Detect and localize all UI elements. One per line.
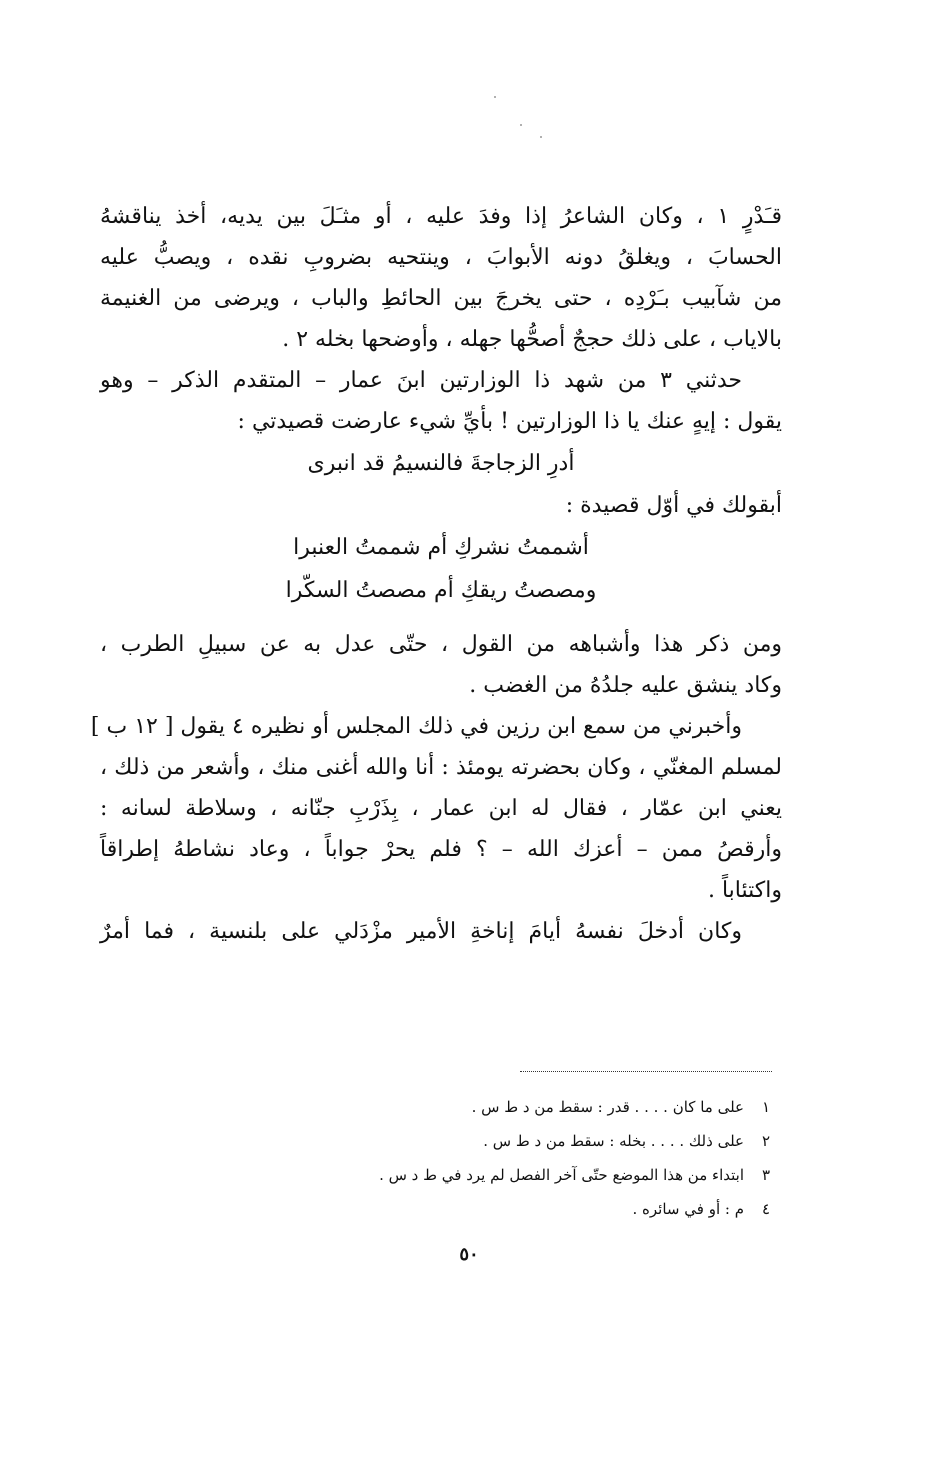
text-line: لمسلم المغنّي ، وكان بحضرته يومئذ : أنا والله أغنى منك ، وأشعر من ذلك ، xyxy=(100,755,782,780)
footnote-separator xyxy=(520,1071,772,1072)
text-line: وكان أدخلَ نفسهُ أيامَ إناخةِ الأمير مزْدَلي على بلنسية ، فما أمرٌ xyxy=(100,919,742,944)
paragraph xyxy=(90,706,782,911)
text-line: الحسابَ ، ويغلقُ دونه الأبوابَ ، وينتحيه بضروبِ نقده ، ويصبُّ عليه xyxy=(100,245,782,270)
footnote-number: ٤ xyxy=(761,1200,770,1218)
paragraph xyxy=(100,360,782,442)
verse-line: أشممتُ نشركِ أم شممتُ العنبرا xyxy=(293,535,589,560)
verse-line: ومصصتُ ريقكِ أم مصصتُ السكّرا xyxy=(285,578,597,603)
scan-speck xyxy=(494,96,496,98)
footnote xyxy=(210,1158,770,1192)
text-line: قـَدْرٍ ١ ، وكان الشاعرُ إذا وفدَ عليه ، أو مثـَلَ بين يديه، أخذ يناقشهُ xyxy=(100,204,782,229)
verse-line: أدرِ الزجاجةَ فالنسيمُ قد انبرى xyxy=(307,451,575,476)
paragraph xyxy=(100,624,782,706)
text-line: حدثني ٣ من شهد ذا الوزارتين ابنَ عمار – المتقدم الذكر – وهو xyxy=(100,368,742,393)
scan-speck xyxy=(540,136,542,138)
text-line: من شآبيب بـَرْدِه ، حتى يخرجَ بين الحائطِ والباب ، ويرضى من الغنيمة xyxy=(100,286,782,311)
scan-speck xyxy=(520,124,522,126)
footnote-number: ١ xyxy=(761,1098,770,1116)
text-line: يقول : إيهٍ عنك يا ذا الوزارتين ! بأيِّ شيء عارضت قصيدتي : xyxy=(237,409,782,434)
paragraph xyxy=(100,911,782,952)
main-text xyxy=(90,196,782,952)
text-line: وأرقصُ ممن – أعزك الله – ؟ فلم يحرْ جواباً ، وعاد نشاطهُ إطراقاً xyxy=(100,837,782,862)
spacer xyxy=(100,612,782,624)
footnote xyxy=(210,1192,770,1226)
footnote-text: على ذلك . . . . بخله : سقط من د ط س . xyxy=(483,1132,744,1150)
footnote-text: على ما كان . . . . قدر : سقط من د ط س . xyxy=(471,1098,744,1116)
footnote xyxy=(210,1124,770,1158)
text-line: بالاياب ، على ذلك حججٌ أصحُّها جهله ، وأوضحها بخله ٢ . xyxy=(282,327,782,352)
footnote xyxy=(210,1090,770,1124)
text-line: واكتئاباً . xyxy=(707,878,782,903)
footnote-text: ابتداء من هذا الموضع حتّى آخر الفصل لم يرد في ط د س . xyxy=(379,1166,744,1184)
text-line: وكاد ينشق عليه جلدُهُ من الغضب . xyxy=(469,673,782,698)
footnote-number: ٢ xyxy=(761,1132,770,1150)
paragraph xyxy=(100,196,782,360)
text-line: أبقولك في أوّل قصيدة : xyxy=(565,493,782,518)
text-line: يعني ابن عمّار ، فقال له ابن عمار ، بِذَرْبِ جنّانه ، وسلاطة لسانه : xyxy=(100,796,782,821)
verse xyxy=(100,526,782,612)
text-line: وأخبرني من سمع ابن رزين في ذلك المجلس أو نظيره ٤ يقول [ ١٢ ب ] xyxy=(90,714,742,739)
footnote-number: ٣ xyxy=(761,1166,770,1184)
text-line: ومن ذكر هذا وأشباهه من القول ، حتّى عدل به عن سبيلِ الطرب ، xyxy=(100,632,782,657)
page-number: ٥٠ xyxy=(459,1244,479,1265)
footnote-text: م : أو في سائره . xyxy=(632,1200,744,1218)
footnotes xyxy=(210,1090,770,1226)
